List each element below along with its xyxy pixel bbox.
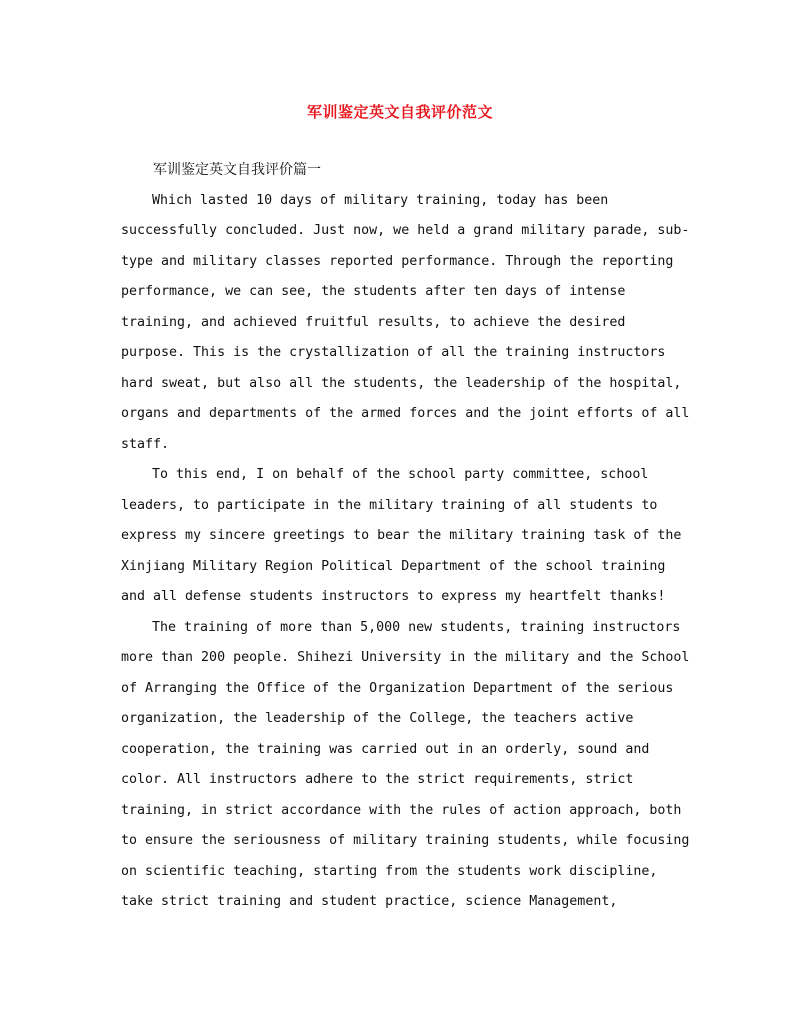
text-line: on scientific teaching, starting from the students work discipline, <box>121 863 658 879</box>
text-line: Xinjiang Military Region Political Department of the school training <box>121 558 666 574</box>
section-heading: 军训鉴定英文自我评价篇一 <box>153 162 321 178</box>
text-line: leaders, to participate in the military training of all students to <box>121 497 658 513</box>
paragraph-2 <box>121 460 681 613</box>
text-line: purpose. This is the crystallization of all the training instructors <box>121 345 666 360</box>
text-line: performance, we can see, the students after ten days of intense <box>121 284 626 299</box>
text-line: successfully concluded. Just now, we held a grand military parade, sub- <box>121 223 690 238</box>
text-line: take strict training and student practice, science Management, <box>121 894 618 909</box>
text-line: training, and achieved fruitful results, to achieve the desired <box>121 314 626 330</box>
text-line: to ensure the seriousness of military training students, while focusing <box>121 833 690 848</box>
text-line: The training of more than 5,000 new students, training instructors <box>152 619 681 635</box>
text-line: staff. <box>121 436 170 452</box>
paragraph-3 <box>121 613 690 918</box>
text-line: express my sincere greetings to bear the military training task of the <box>121 528 682 543</box>
text-line: training, in strict accordance with the rules of action approach, both <box>121 802 682 818</box>
text-line: To this end, I on behalf of the school party committee, school <box>152 467 649 482</box>
text-line: cooperation, the training was carried out in an orderly, sound and <box>121 741 650 757</box>
document-title: 军训鉴定英文自我评价范文 <box>306 103 493 121</box>
text-line: of Arranging the Office of the Organization Department of the serious <box>121 680 674 696</box>
document-body <box>121 155 690 918</box>
text-line: and all defense students instructors to express my heartfelt thanks! <box>121 589 666 604</box>
text-line: organization, the leadership of the College, the teachers active <box>121 711 634 726</box>
paragraph-1 <box>121 186 690 461</box>
text-line: type and military classes reported performance. Through the reporting <box>121 253 674 269</box>
text-line: hard sweat, but also all the students, the leadership of the hospital, <box>121 375 682 391</box>
text-line: more than 200 people. Shihezi University in the military and the School <box>121 650 690 665</box>
text-line: Which lasted 10 days of military training, today has been <box>152 192 609 208</box>
text-line: organs and departments of the armed forces and the joint efforts of all <box>121 406 690 421</box>
text-line: color. All instructors adhere to the strict requirements, strict <box>121 772 634 787</box>
